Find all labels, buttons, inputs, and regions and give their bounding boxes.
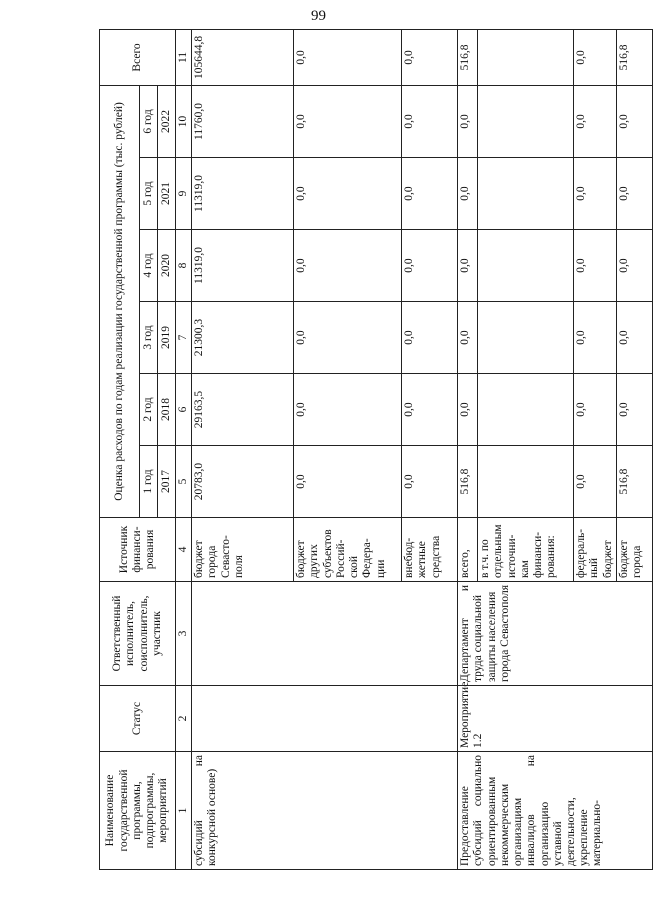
value-cell: 0,0 xyxy=(458,85,478,157)
source-cell: всего, xyxy=(458,518,478,582)
total-cell: 0,0 xyxy=(574,29,617,85)
value-cell: 21300,3 xyxy=(192,302,294,374)
header-source: Источник финанси-рования xyxy=(100,518,176,582)
value-cell: 0,0 xyxy=(458,374,478,446)
value-cell: 0,0 xyxy=(574,230,617,302)
year-label: 4 год xyxy=(140,230,158,302)
value-cell: 0,0 xyxy=(294,374,402,446)
col-number: 8 xyxy=(176,230,192,302)
header-estimate: Оценка расходов по годам реализации государственной программы (тыс. рублей) xyxy=(100,85,140,517)
value-cell: 0,0 xyxy=(616,302,652,374)
value-cell: 0,0 xyxy=(294,230,402,302)
header-name: Наименование государственной программы, подпрограммы, мероприятий xyxy=(100,752,176,870)
value-cell: 0,0 xyxy=(402,85,458,157)
col-number: 10 xyxy=(176,85,192,157)
year-value: 2018 xyxy=(158,374,176,446)
column-number-row xyxy=(176,29,192,869)
source-cell: бюджет города Севасто-поля xyxy=(192,518,294,582)
year-label: 5 год xyxy=(140,158,158,230)
value-cell: 0,0 xyxy=(616,230,652,302)
header-executor: Ответственный исполнитель, соисполнитель, участник xyxy=(100,582,176,686)
total-cell: 516,8 xyxy=(616,29,652,85)
year-label: 3 год xyxy=(140,302,158,374)
year-label: 2 год xyxy=(140,374,158,446)
activity-name-part: на xyxy=(193,755,206,767)
value-cell: 0,0 xyxy=(294,158,402,230)
value-cell: 0,0 xyxy=(616,85,652,157)
value-cell: 11760,0 xyxy=(192,85,294,157)
header-total: Всего xyxy=(100,29,176,85)
executor-part: Департамент xyxy=(459,618,472,682)
page-number: 99 xyxy=(311,8,326,24)
budget-table xyxy=(99,29,653,870)
value-cell: 0,0 xyxy=(458,158,478,230)
status-cell xyxy=(192,686,458,752)
value-cell: 0,0 xyxy=(458,230,478,302)
value-cell: 0,0 xyxy=(574,302,617,374)
value-cell: 0,0 xyxy=(616,158,652,230)
executor-cell xyxy=(192,582,458,686)
value-cell: 0,0 xyxy=(402,446,458,518)
value-cell xyxy=(478,230,574,302)
source-cell: внебюд-жетные средства xyxy=(402,518,458,582)
total-cell: 105644,8 xyxy=(192,29,294,85)
value-cell: 0,0 xyxy=(574,85,617,157)
status-cell: Мероприятие 1.2 xyxy=(458,686,653,752)
year-value: 2020 xyxy=(158,230,176,302)
total-cell: 516,8 xyxy=(458,29,478,85)
value-cell: 0,0 xyxy=(574,446,617,518)
executor-part: и xyxy=(459,585,472,592)
value-cell: 0,0 xyxy=(402,230,458,302)
year-value: 2019 xyxy=(158,302,176,374)
value-cell: 0,0 xyxy=(574,374,617,446)
value-cell: 516,8 xyxy=(458,446,478,518)
source-cell: бюджет города xyxy=(616,518,652,582)
activity-name-cell: Предоставление субсидий социально ориентированным некоммерческим организациям инвалидов на организацию уставной деятельности, укрепление материально- xyxy=(458,752,653,870)
value-cell: 0,0 xyxy=(616,374,652,446)
executor-part: труда социальной защиты населения города Севастополя xyxy=(472,585,511,682)
value-cell: 11319,0 xyxy=(192,158,294,230)
year-value: 2021 xyxy=(158,158,176,230)
col-number: 1 xyxy=(176,752,192,870)
col-number: 11 xyxy=(176,29,192,85)
col-number: 4 xyxy=(176,518,192,582)
col-number: 9 xyxy=(176,158,192,230)
value-cell: 0,0 xyxy=(402,302,458,374)
col-number: 6 xyxy=(176,374,192,446)
value-cell xyxy=(478,85,574,157)
value-cell xyxy=(478,374,574,446)
activity-name-part: конкурсной основе) xyxy=(206,768,219,866)
activity-name-part: субсидий xyxy=(193,820,206,866)
value-cell: 0,0 xyxy=(402,374,458,446)
total-cell: 0,0 xyxy=(402,29,458,85)
value-cell xyxy=(478,302,574,374)
col-number: 5 xyxy=(176,446,192,518)
value-cell: 516,8 xyxy=(616,446,652,518)
year-value: 2017 xyxy=(158,446,176,518)
col-number: 2 xyxy=(176,686,192,752)
value-cell xyxy=(478,158,574,230)
value-cell: 0,0 xyxy=(402,158,458,230)
source-cell: бюджет других субъектов Россий-ской Федера-ции xyxy=(294,518,402,582)
total-cell xyxy=(478,29,574,85)
source-cell: федераль-ный бюджет xyxy=(574,518,617,582)
value-cell: 0,0 xyxy=(294,85,402,157)
value-cell: 0,0 xyxy=(294,302,402,374)
table-row xyxy=(192,29,294,869)
table-row xyxy=(458,29,478,869)
value-cell: 0,0 xyxy=(574,158,617,230)
activity-name-cell xyxy=(192,752,458,870)
col-number: 3 xyxy=(176,582,192,686)
source-cell: в т.ч. по отдельным источни-кам финанси-рования: xyxy=(478,518,574,582)
value-cell: 0,0 xyxy=(458,302,478,374)
value-cell: 20783,0 xyxy=(192,446,294,518)
value-cell: 29163,5 xyxy=(192,374,294,446)
total-cell: 0,0 xyxy=(294,29,402,85)
value-cell xyxy=(478,446,574,518)
executor-cell xyxy=(458,582,653,686)
rotated-table-container xyxy=(99,30,644,870)
col-number: 7 xyxy=(176,302,192,374)
year-value: 2022 xyxy=(158,85,176,157)
value-cell: 11319,0 xyxy=(192,230,294,302)
value-cell: 0,0 xyxy=(294,446,402,518)
year-label: 1 год xyxy=(140,446,158,518)
header-status: Статус xyxy=(100,686,176,752)
year-label: 6 год xyxy=(140,85,158,157)
